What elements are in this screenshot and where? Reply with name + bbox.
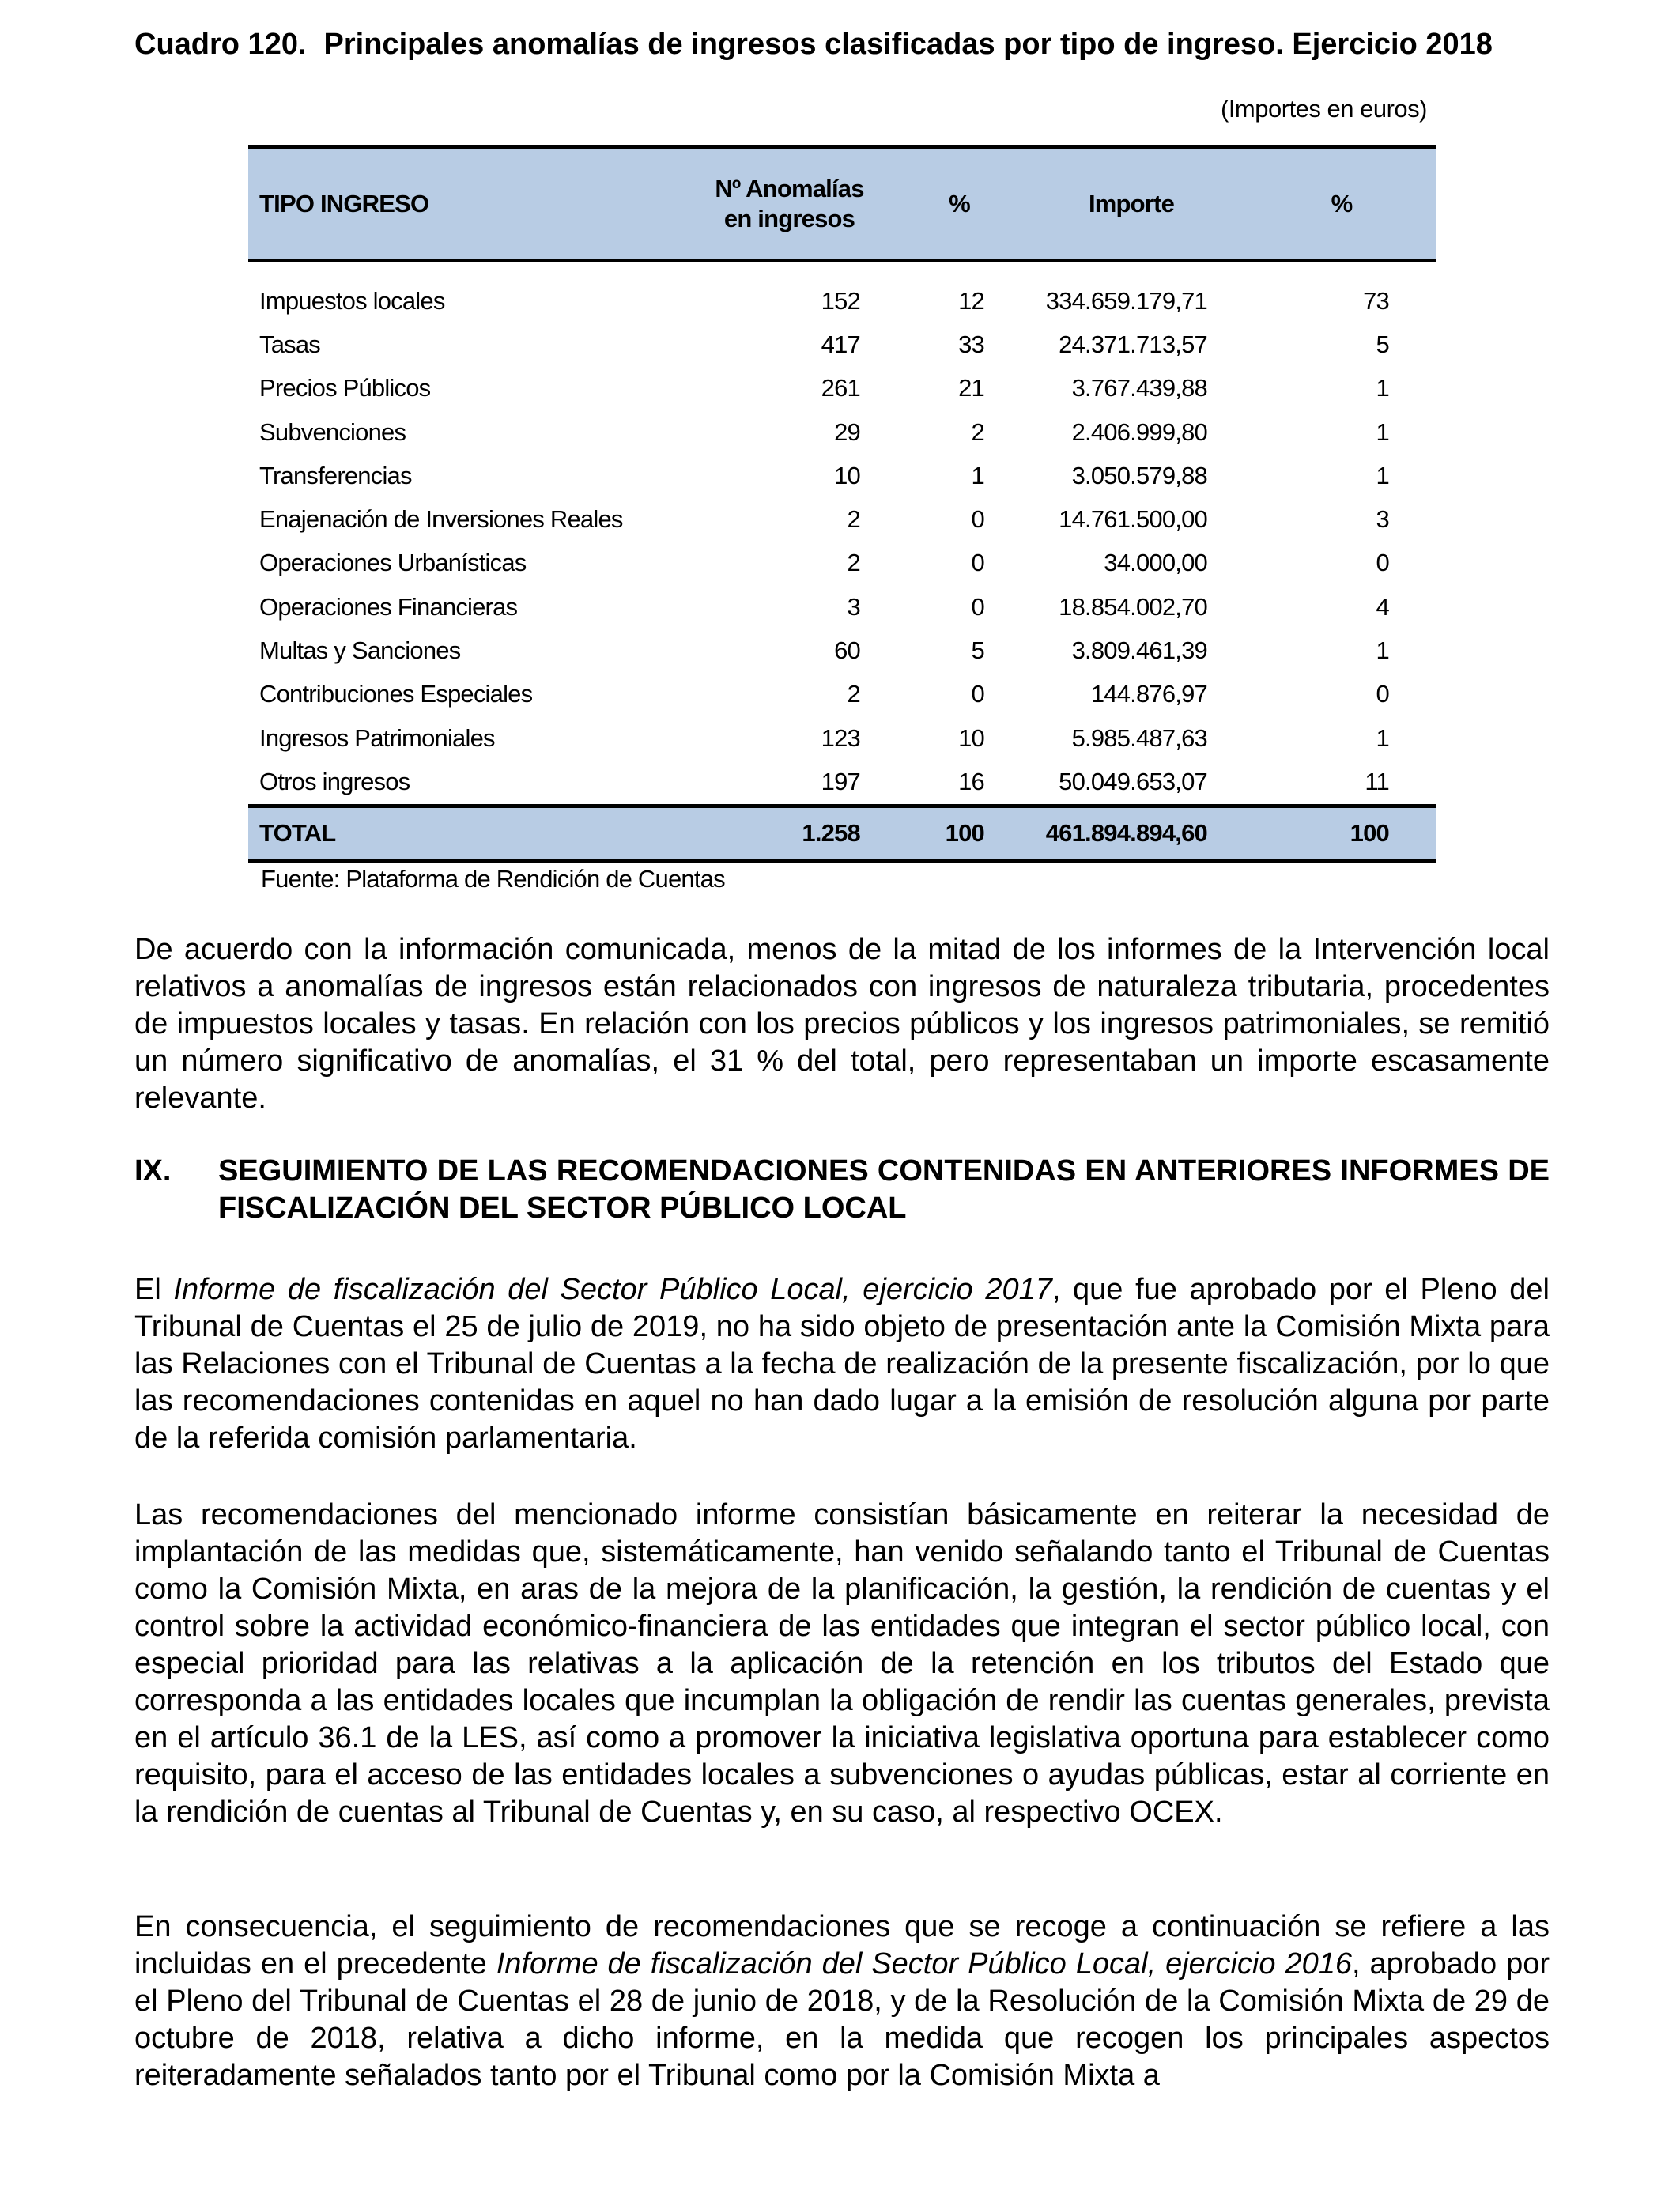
cell-importe: 14.761.500,00 [1059, 505, 1207, 534]
cell-tipo: Enajenación de Inversiones Reales [259, 505, 623, 534]
cell-tipo: Precios Públicos [259, 374, 431, 402]
header-num-anomalias-label: Nº Anomalías en ingresos [715, 175, 864, 232]
cell-importe: 144.876,97 [1090, 680, 1207, 708]
cell-num: 2 [847, 549, 860, 577]
table-row [248, 454, 1436, 497]
table-row [248, 716, 1436, 760]
cell-tipo: Otros ingresos [259, 767, 410, 795]
paragraph-1: De acuerdo con la información comunicada, menos de la mitad de los informes de la Intervención local relativos a anomalías de ingresos están relacionados con ingresos de naturaleza tributaria, procedentes de impuestos locales y tasas. En relación con los precios públicos y los ingresos patrimoniales, se remitió un número significativo de anomalías, el 31 % del total, pero representaban un importe escasamente relevante. [134, 933, 1550, 1115]
total-num: 1.258 [676, 806, 903, 860]
cell-importe: 3.809.461,39 [1071, 636, 1207, 665]
cell-num: 60 [834, 636, 860, 665]
cell-importe: 3.767.439,88 [1071, 374, 1207, 402]
cell-importe: 2.406.999,80 [1071, 417, 1207, 446]
cell-pct: 1 [971, 461, 984, 489]
table-row [248, 497, 1436, 541]
table-total-row [248, 806, 1436, 860]
cell-pct-importe: 73 [1363, 286, 1389, 315]
table-row [248, 410, 1436, 454]
units-note: (Importes en euros) [1221, 95, 1427, 123]
cell-pct-importe: 11 [1365, 767, 1389, 795]
paragraph-2-rest: , que fue aprobado por el Pleno del Tribunal de Cuentas el 25 de julio de 2019, no ha sido objeto de presentación ante la Comisión Mixta para las Relaciones con el Tribunal de Cuentas a la fecha de realización de la presente fiscalización, por lo que las recomendaciones contenidas en aquel no han dado lugar a la emisión de resolución alguna por parte de la referida comisión parlamentaria. [134, 1273, 1550, 1455]
cell-num: 3 [847, 592, 860, 621]
table-row [248, 673, 1436, 716]
table-row [248, 629, 1436, 672]
header-num-anomalias [676, 147, 903, 261]
cell-pct-importe: 1 [1376, 723, 1389, 752]
cell-pct: 16 [958, 767, 984, 795]
cell-num: 29 [834, 417, 860, 446]
cell-tipo: Transferencias [259, 461, 412, 489]
source-note: Fuente: Plataforma de Rendición de Cuentas [261, 865, 725, 893]
cell-pct-importe: 0 [1376, 680, 1389, 708]
cell-num: 10 [834, 461, 860, 489]
cell-tipo: Operaciones Financieras [259, 592, 518, 621]
cell-importe: 18.854.002,70 [1059, 592, 1207, 621]
cell-pct: 5 [971, 636, 984, 665]
total-pct-importe: 100 [1247, 806, 1436, 860]
cell-importe: 34.000,00 [1104, 549, 1207, 577]
cell-pct: 12 [958, 286, 984, 315]
paragraph-2-start: El [134, 1273, 174, 1306]
paragraph-4-report-title: Informe de fiscalización del Sector Público Local, ejercicio 2016 [496, 1947, 1352, 1981]
header-pct-importe: % [1247, 147, 1436, 261]
table-row [248, 367, 1436, 410]
cell-pct: 0 [971, 505, 984, 534]
cell-importe: 50.049.653,07 [1059, 767, 1207, 795]
cell-pct-importe: 5 [1376, 330, 1389, 358]
paragraph-3: Las recomendaciones del mencionado informe consistían básicamente en reiterar la necesidad de implantación de las medidas que, sistemáticamente, han venido señalando tanto el Tribunal de Cuentas como la Comisión Mixta, en aras de la mejora de la planificación, la gestión, la rendición de cuentas y el control sobre la actividad económico-financiera de las entidades que integran el sector público local, con especial prioridad para las relativas a la aplicación de la retención en los tributos del Estado que corresponda a las entidades locales que incumplan la obligación de rendir las cuentas generales, prevista en el artículo 36.1 de la LES, así como a promover la iniciativa legislativa oportuna para establecer como requisito, para el acceso de las entidades locales a subvenciones o ayudas públicas, estar al corriente en la rendición de cuentas al Tribunal de Cuentas y, en su caso, al respectivo OCEX. [134, 1498, 1550, 1829]
cell-pct-importe: 0 [1376, 549, 1389, 577]
section-number: IX. [134, 1154, 172, 1188]
section-title: SEGUIMIENTO DE LAS RECOMENDACIONES CONTENIDAS EN ANTERIORES INFORMES DE FISCALIZACIÓN DEL SECTOR PÚBLICO LOCAL [218, 1154, 1550, 1225]
cell-num: 123 [821, 723, 860, 752]
cell-importe: 24.371.713,57 [1059, 330, 1207, 358]
paragraph-2 [134, 1271, 1550, 1457]
cell-pct-importe: 1 [1376, 461, 1389, 489]
cell-pct: 0 [971, 680, 984, 708]
cell-tipo: Multas y Sanciones [259, 636, 461, 665]
cell-pct: 0 [971, 549, 984, 577]
anomalies-table [248, 145, 1436, 863]
table-row [248, 542, 1436, 585]
cell-pct: 2 [971, 417, 984, 446]
cell-num: 2 [847, 680, 860, 708]
section-heading [134, 1153, 1550, 1227]
cell-tipo: Impuestos locales [259, 286, 445, 315]
table-row [248, 261, 1436, 323]
cell-tipo: Subvenciones [259, 417, 406, 446]
cell-pct-importe: 3 [1376, 505, 1389, 534]
cell-pct-importe: 1 [1376, 374, 1389, 402]
table-caption [134, 24, 1557, 65]
cell-pct: 33 [958, 330, 984, 358]
cell-pct-importe: 4 [1376, 592, 1389, 621]
cell-pct-importe: 1 [1376, 417, 1389, 446]
caption-number: Cuadro 120. [134, 28, 307, 61]
header-importe: Importe [1016, 147, 1247, 261]
total-pct: 100 [903, 806, 1016, 860]
cell-num: 417 [821, 330, 860, 358]
table-row [248, 760, 1436, 806]
cell-num: 261 [821, 374, 860, 402]
paragraph-4-rest: , aprobado por el Pleno del Tribunal de Cuentas el 28 de junio de 2018, y de la Resolución de la Comisión Mixta de 29 de octubre de 2018, relativa a dicho informe, en la medida que recogen los principales aspectos reiteradamente señalados tanto por el Tribunal como por la Comisión Mixta a [134, 1947, 1550, 2092]
paragraph-4-start: En consecuencia, el seguimiento de recomendaciones que se recoge a continuación se refiere a las incluidas en el precedente [134, 1910, 1550, 1981]
paragraph-4 [134, 1909, 1550, 2094]
cell-num: 197 [821, 767, 860, 795]
cell-importe: 334.659.179,71 [1045, 286, 1207, 315]
cell-tipo: Contribuciones Especiales [259, 680, 533, 708]
cell-num: 2 [847, 505, 860, 534]
header-pct-anomalias: % [903, 147, 1016, 261]
total-label: TOTAL [248, 806, 676, 860]
total-importe: 461.894.894,60 [1016, 806, 1247, 860]
cell-num: 152 [821, 286, 860, 315]
caption-title: Principales anomalías de ingresos clasificadas por tipo de ingreso. Ejercicio 2018 [323, 28, 1493, 61]
header-tipo-ingreso: TIPO INGRESO [248, 147, 676, 261]
table-header-row [248, 147, 1436, 261]
cell-pct-importe: 1 [1376, 636, 1389, 665]
cell-pct: 10 [958, 723, 984, 752]
cell-importe: 3.050.579,88 [1071, 461, 1207, 489]
cell-importe: 5.985.487,63 [1071, 723, 1207, 752]
table-row [248, 585, 1436, 629]
table-row [248, 323, 1436, 366]
cell-tipo: Tasas [259, 330, 320, 358]
cell-tipo: Operaciones Urbanísticas [259, 549, 527, 577]
cell-pct: 0 [971, 592, 984, 621]
paragraph-2-report-title: Informe de fiscalización del Sector Público Local, ejercicio 2017 [173, 1273, 1052, 1306]
cell-tipo: Ingresos Patrimoniales [259, 723, 495, 752]
cell-pct: 21 [958, 374, 984, 402]
